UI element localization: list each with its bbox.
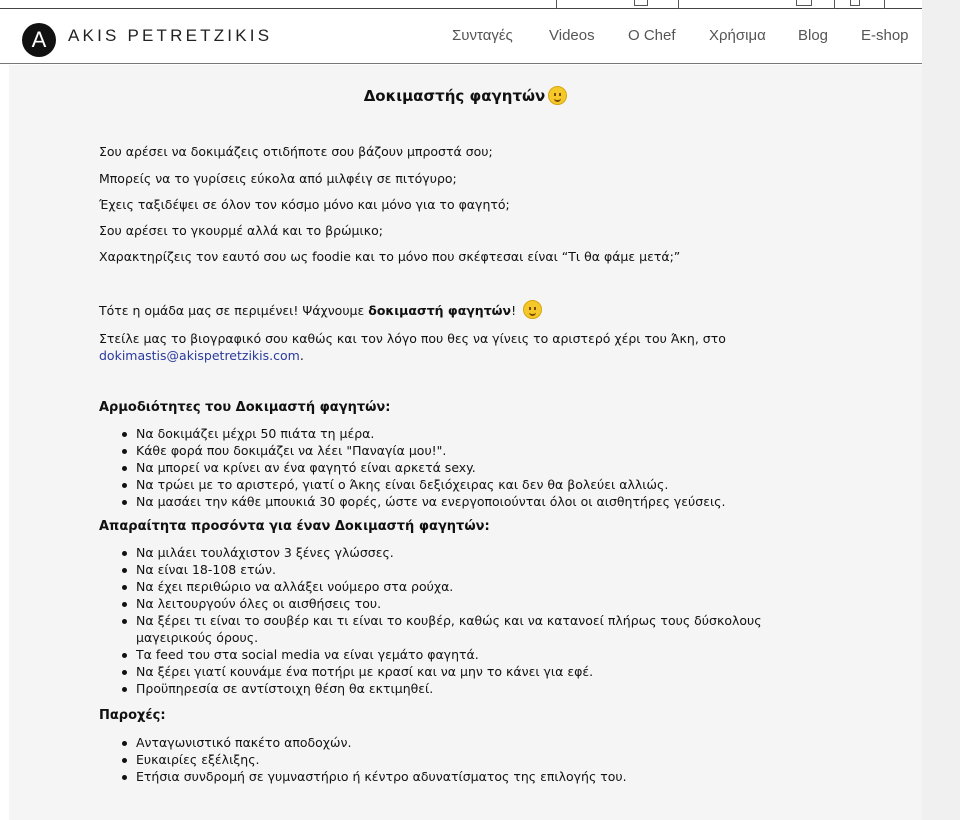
benefits-list <box>119 734 627 785</box>
logo-icon[interactable]: A <box>22 23 56 57</box>
strip-divider <box>884 0 885 9</box>
benefits-heading: Παροχές: <box>99 708 166 723</box>
list-item: Τα feed του στα social media να είναι γεμάτο φαγητά. <box>119 646 809 663</box>
list-item: Να τρώει με το αριστερό, γιατί ο Άκης είναι δεξιόχειρας και δεν θα βολεύει αλλιώς. <box>119 476 726 493</box>
nav-recipes[interactable]: Συνταγές <box>452 27 513 44</box>
nav-videos[interactable]: Videos <box>549 27 595 44</box>
list-item: Να ξέρει γιατί κουνάμε ένα ποτήρι με κρασί και να μην το κάνει για εφέ. <box>119 663 809 680</box>
cv-email-line <box>99 348 304 363</box>
nav-useful[interactable]: Χρήσιμα <box>709 27 766 44</box>
team-bold: δοκιμαστή φαγητών <box>368 303 512 318</box>
nav-blog[interactable]: Blog <box>798 27 829 44</box>
site-header <box>0 10 922 64</box>
social-icon[interactable] <box>850 0 860 6</box>
duties-heading: Αρμοδιότητες του Δοκιμαστή φαγητών: <box>99 400 391 415</box>
team-line <box>99 300 542 319</box>
social-icon[interactable] <box>796 0 812 6</box>
list-item: Ετήσια συνδρομή σε γυμναστήριο ή κέντρο αδυνατίσματος της επιλογής του. <box>119 768 627 785</box>
cv-end: . <box>299 348 304 363</box>
list-item: Ανταγωνιστικό πακέτο αποδοχών. <box>119 734 627 751</box>
strip-divider <box>678 0 679 9</box>
list-item: Να ξέρει τι είναι το σουβέρ και τι είναι το κουβέρ, καθώς και να κατανοεί πλήρως τους δύσκολους μαγειρικούς όρους. <box>119 612 809 646</box>
list-item: Προϋπηρεσία σε αντίστοιχη θέση θα εκτιμηθεί. <box>119 680 809 697</box>
page-title <box>9 86 922 105</box>
nav-eshop[interactable]: E-shop <box>861 27 909 44</box>
list-item: Να λειτουργούν όλες οι αισθήσεις του. <box>119 595 809 612</box>
intro-line-1: Σου αρέσει να δοκιμάζεις οτιδήποτε σου βάζουν μπροστά σου; <box>99 144 493 159</box>
logo-text[interactable]: AKIS PETRETZIKIS <box>68 26 273 45</box>
cv-line: Στείλε μας το βιογραφικό σου καθώς και τον λόγο που θες να γίνεις το αριστερό χέρι του Άκη, στο <box>99 331 726 346</box>
intro-line-2: Μπορείς να το γυρίσεις εύκολα από μιλφέιγ σε πιτόγυρο; <box>99 171 457 186</box>
intro-line-5: Χαρακτηρίζεις τον εαυτό σου ως foodie και το μόνο που σκέφτεσαι είναι “Τι θα φάμε μετά;” <box>99 249 681 264</box>
grin-icon <box>523 300 542 319</box>
intro-line-4: Σου αρέσει το γκουρμέ αλλά και το βρώμικο; <box>99 223 383 238</box>
list-item: Ευκαιρίες εξέλιξης. <box>119 751 627 768</box>
social-icon[interactable] <box>634 0 648 6</box>
strip-divider <box>556 0 557 9</box>
quals-heading: Απαραίτητα προσόντα για έναν Δοκιμαστή φαγητών: <box>99 519 490 534</box>
duties-list <box>119 425 726 510</box>
quals-list <box>119 544 809 697</box>
list-item: Να μασάει την κάθε μπουκιά 30 φορές, ώστε να ενεργοποιούνται όλοι οι αισθητήρες γεύσεις. <box>119 493 726 510</box>
main-content <box>9 65 922 820</box>
list-item: Να μιλάει τουλάχιστον 3 ξένες γλώσσες. <box>119 544 809 561</box>
list-item: Κάθε φορά που δοκιμάζει να λέει "Παναγία μου!". <box>119 442 726 459</box>
team-end: ! <box>511 303 517 318</box>
scrollbar-area[interactable] <box>922 0 960 820</box>
nav-chef[interactable]: Ο Chef <box>628 27 676 44</box>
intro-line-3: Έχεις ταξιδέψει σε όλον τον κόσμο μόνο και μόνο για το φαγητό; <box>99 197 510 212</box>
strip-divider <box>834 0 835 9</box>
smiley-icon <box>548 86 567 105</box>
list-item: Να μπορεί να κρίνει αν ένα φαγητό είναι αρκετά sexy. <box>119 459 726 476</box>
page-title-text: Δοκιμαστής φαγητών <box>363 87 546 105</box>
list-item: Να δοκιμάζει μέχρι 50 πιάτα τη μέρα. <box>119 425 726 442</box>
top-utility-strip <box>0 0 922 9</box>
team-text: Τότε η ομάδα μας σε περιμένει! Ψάχνουμε <box>99 303 369 318</box>
list-item: Να έχει περιθώριο να αλλάξει νούμερο στα ρούχα. <box>119 578 809 595</box>
list-item: Να είναι 18-108 ετών. <box>119 561 809 578</box>
email-link[interactable]: dokimastis@akispetretzikis.com <box>99 348 300 363</box>
